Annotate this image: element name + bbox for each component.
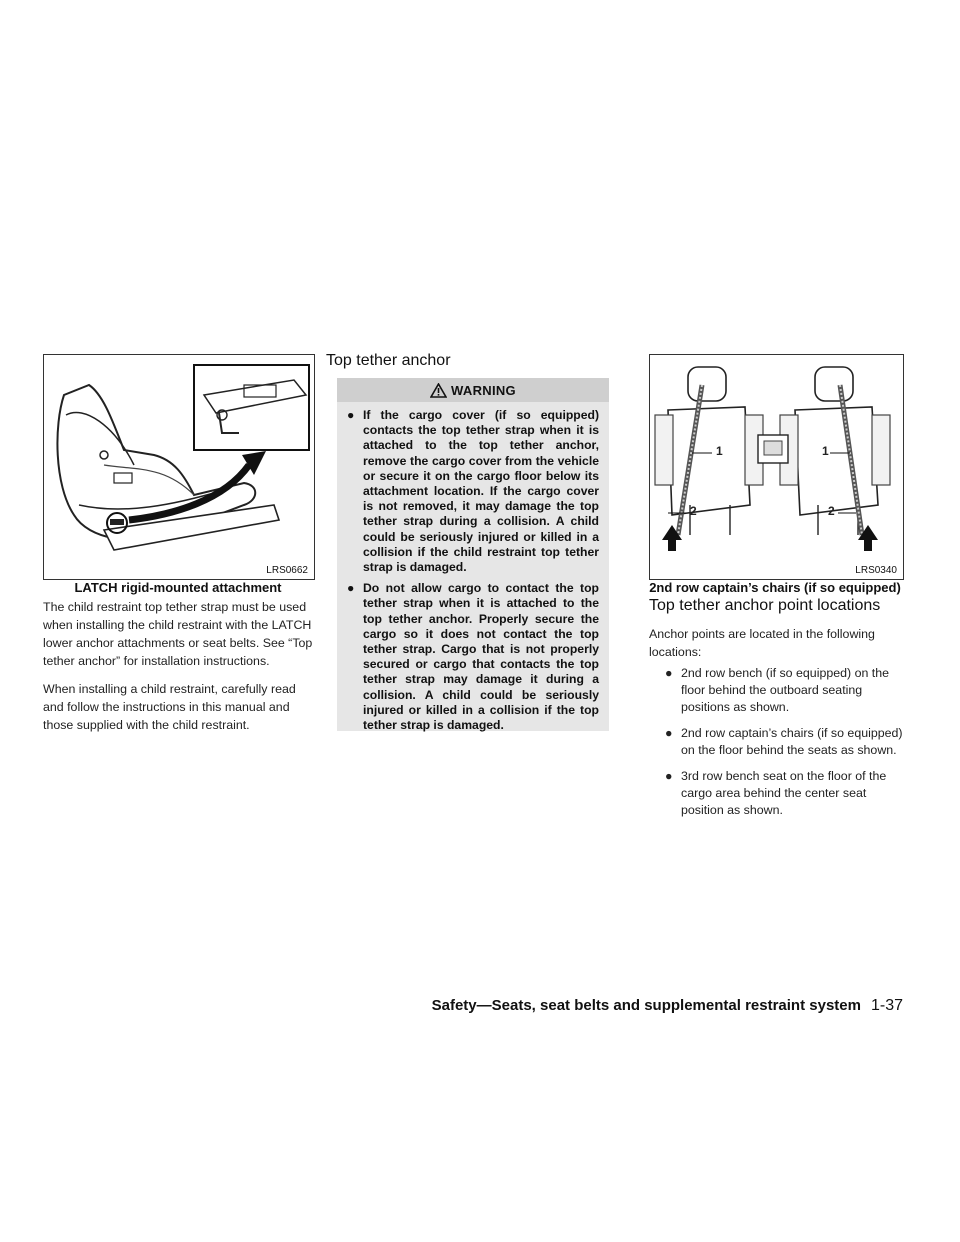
captains-chairs-figure [649,354,904,580]
anchor-location-item [665,725,911,759]
callout-2-left: 2 [690,504,697,518]
warning-icon [430,383,447,398]
callout-1-right: 1 [822,444,829,458]
paragraph: When installing a child restraint, carefully read and follow the instructions in this manual and those supplied with the child restraint. [43,682,296,732]
footer-title: Safety—Seats, seat belts and supplemental restraint system [431,997,861,1014]
anchor-location-text: 2nd row bench (if so equipped) on the floor behind the outboard seating positions as shown. [681,666,890,714]
warning-list [337,402,609,747]
warning-text: Do not allow cargo to contact the top tether strap when it is attached to the top tether anchor. Properly secure the cargo so it does not contact the top tether strap. Cargo that is not properly secured or cargo that contacts the top tether strap may damage it during a collision. A child could be seriously injured or killed in a collision if the top tether strap is damaged. [363,581,599,733]
latch-figure [43,354,315,580]
warning-text: If the cargo cover (if so equipped) contacts the top tether strap when it is attached to the top tether anchor, remove the cargo cover from the vehicle or secure it on the cargo floor below its attachment location. If the cargo cover is not removed, it may damage the top tether strap during a collision. A child could be seriously injured or killed in a collision if the child restraint top tether strap is damaged. [363,408,599,575]
page-footer [432,997,903,1015]
bullet: ● [665,726,673,740]
bullet: ● [665,769,673,783]
callout-2-right: 2 [828,504,835,518]
callout-1-left: 1 [716,444,723,458]
page-number: 1-37 [870,997,903,1014]
anchor-location-item [665,768,911,819]
captains-chairs-illustration [650,355,903,579]
bullet: ● [347,408,355,422]
anchor-location-text: 3rd row bench seat on the floor of the cargo area behind the center seat position as shown. [681,769,887,817]
section-heading: Top tether anchor point locations [649,597,881,614]
bullet: ● [665,666,673,680]
anchor-location-item [665,665,911,716]
figure-code: LRS0662 [266,565,308,576]
left-column [43,598,315,744]
warning-box [337,378,609,731]
warning-title [337,378,609,402]
warning-item [347,581,599,733]
right-column [649,597,911,828]
anchor-location-text: 2nd row captain’s chairs (if so equipped) on the floor behind the seats as shown. [681,726,903,757]
warning-item [347,408,599,575]
paragraph: The child restraint top tether strap must be used when installing the child restraint with the LATCH lower anchor attachments or seat belts. See “Top tether anchor” for installation instructions. [43,600,313,668]
bullet: ● [347,581,355,596]
anchor-location-list [649,665,911,819]
intro-paragraph: Anchor points are located in the following locations: [649,627,875,659]
figure-code: LRS0340 [855,565,897,576]
figure-caption: 2nd row captain’s chairs (if so equipped) [649,580,901,595]
section-heading: Top tether anchor [326,352,451,369]
warning-label: WARNING [451,382,516,398]
figure-caption: LATCH rigid-mounted attachment [74,580,282,595]
latch-illustration [44,355,314,579]
